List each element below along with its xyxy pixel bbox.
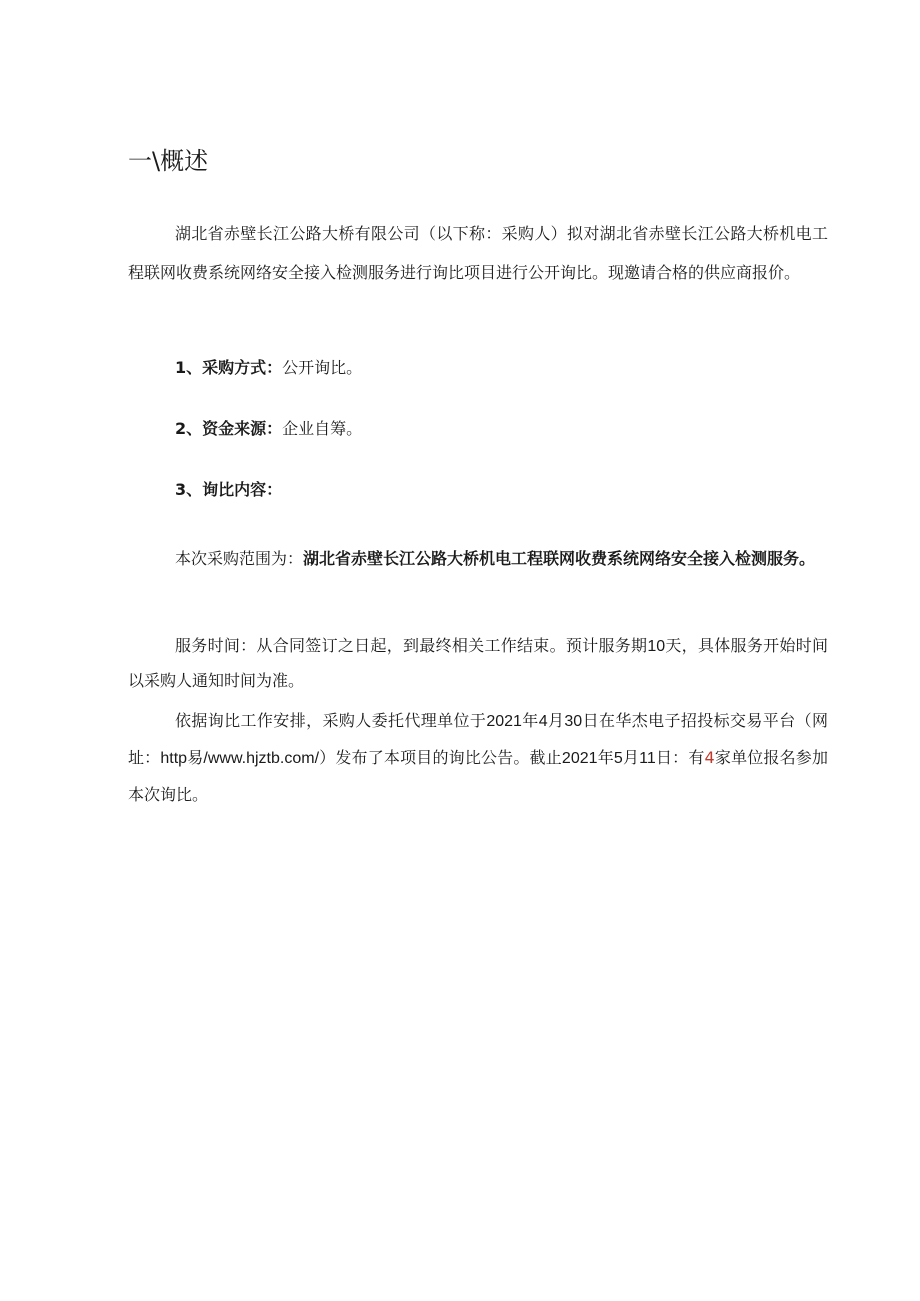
notice-text: ）发布了本项目的询比公告。截止 [319,748,562,767]
notice-text: 月 [547,711,565,730]
notice-year-2: 2021 [561,750,598,767]
notice-day-1: 30 [564,713,583,730]
procurement-method-item [175,356,362,380]
fund-source-item [175,417,362,441]
procurement-method-value: 公开询比。 [282,358,363,377]
notice-text: 年 [597,748,614,767]
notice-month-1: 4 [538,713,548,730]
notice-month-2: 5 [613,750,623,767]
service-time-text: 服务时间：从合同签订之日起，到最终相关工作结束。预计服务期 [175,636,648,655]
notice-day-2: 11 [639,750,656,767]
procurement-method-label: 1、采购方式： [175,358,283,377]
notice-year-1: 2021 [486,713,522,730]
service-time-paragraph [128,629,828,698]
notice-text: 年 [521,711,539,730]
notice-text: 月 [622,748,640,767]
inquiry-content-item [175,478,282,502]
scope-prefix: 本次采购范围为： [175,549,304,568]
section-heading: 一\概述 [128,147,209,175]
scope-bold-text: 湖北省赤壁长江公路大桥机电工程联网收费系统网络安全接入检测服务。 [303,549,816,568]
notice-text: 日在华杰电子招投标交易平台（网址： [128,711,828,767]
fund-source-label: 2、资金来源： [175,419,283,438]
scope-paragraph [128,530,828,587]
service-time-text-end: 天，具体服务开始时间以采购人通知时间为准。 [128,636,828,690]
notice-text: 日：有 [655,748,705,767]
fund-source-value: 企业自筹。 [282,419,363,438]
platform-url: http易/www.hjztb.com/ [160,750,320,767]
notice-text: 依据询比工作安排，采购人委托代理单位于 [175,711,487,730]
inquiry-content-label: 3、询比内容： [175,480,283,499]
intro-paragraph: 湖北省赤壁长江公路大桥有限公司（以下称：采购人）拟对湖北省赤壁长江公路大桥机电工程联网收费系统网络安全接入检测服务进行询比项目进行公开询比。现邀请合格的供应商报价。 [128,224,828,282]
notice-text: 家单位报名参加本次询比。 [128,748,828,804]
service-days: 10 [647,638,666,655]
notice-paragraph [128,703,828,813]
registrant-count: 4 [704,748,715,767]
